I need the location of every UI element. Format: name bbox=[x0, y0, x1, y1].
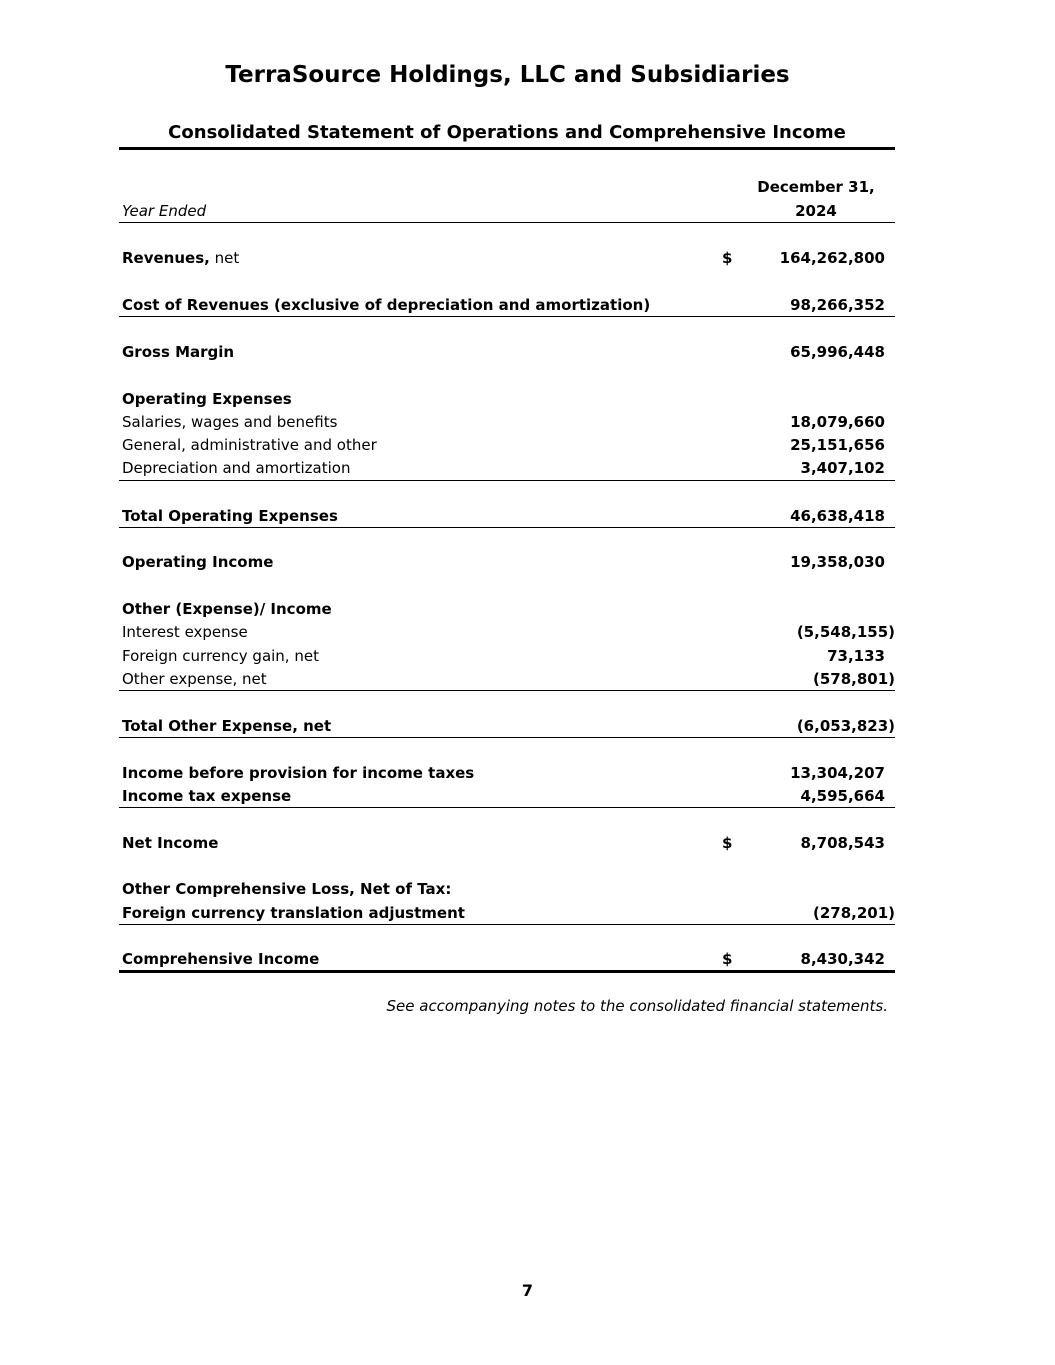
operating-expenses-header-row bbox=[122, 389, 895, 409]
fx-translation-row bbox=[122, 903, 895, 923]
total-other-expense-amount: (6,053,823) bbox=[796, 717, 895, 735]
comprehensive-income-amount: 8,430,342 bbox=[800, 950, 885, 968]
salaries-row bbox=[122, 412, 895, 432]
salaries-label: Salaries, wages and benefits bbox=[122, 413, 338, 431]
income-before-tax-label: Income before provision for income taxes bbox=[122, 764, 475, 782]
depreciation-row bbox=[122, 458, 895, 478]
net-income-row bbox=[122, 833, 895, 853]
oci-header: Other Comprehensive Loss, Net of Tax: bbox=[122, 880, 452, 898]
interest-expense-amount: (5,548,155) bbox=[796, 623, 895, 641]
general-admin-label: General, administrative and other bbox=[122, 436, 377, 454]
fx-gain-row bbox=[122, 646, 895, 666]
income-tax-expense-label: Income tax expense bbox=[122, 787, 292, 805]
fx-translation-amount: (278,201) bbox=[812, 904, 895, 922]
total-operating-expenses-row bbox=[122, 506, 895, 526]
statement-title: Consolidated Statement of Operations and Comprehensive Income bbox=[168, 122, 846, 143]
other-header-row bbox=[122, 599, 895, 619]
total-operating-expenses-amount: 46,638,418 bbox=[790, 507, 885, 525]
fx-translation-label: Foreign currency translation adjustment bbox=[122, 904, 465, 922]
operating-income-row bbox=[122, 552, 895, 572]
income-before-tax-amount: 13,304,207 bbox=[790, 764, 885, 782]
depreciation-label: Depreciation and amortization bbox=[122, 459, 351, 477]
fx-gain-amount: 73,133 bbox=[827, 647, 885, 665]
row-rule bbox=[119, 480, 895, 481]
income-tax-expense-amount: 4,595,664 bbox=[800, 787, 885, 805]
operating-income-label: Operating Income bbox=[122, 553, 274, 571]
other-expense-label: Other expense, net bbox=[122, 670, 267, 688]
interest-expense-row bbox=[122, 622, 895, 642]
general-admin-row bbox=[122, 435, 895, 455]
row-rule bbox=[119, 316, 895, 317]
row-rule bbox=[119, 807, 895, 808]
operating-income-amount: 19,358,030 bbox=[790, 553, 885, 571]
net-income-label: Net Income bbox=[122, 834, 219, 852]
double-rule bbox=[119, 970, 895, 973]
comprehensive-income-row bbox=[122, 949, 895, 969]
other-expense-income-header: Other (Expense)/ Income bbox=[122, 600, 332, 618]
total-operating-expenses-label: Total Operating Expenses bbox=[122, 507, 338, 525]
row-rule bbox=[119, 924, 895, 925]
depreciation-amount: 3,407,102 bbox=[800, 459, 885, 477]
footnote: See accompanying notes to the consolidated financial statements. bbox=[386, 997, 888, 1015]
dollar-sign: $ bbox=[722, 834, 733, 852]
total-other-expense-row bbox=[122, 716, 895, 736]
operating-expenses-header: Operating Expenses bbox=[122, 390, 292, 408]
row-rule bbox=[119, 737, 895, 738]
comprehensive-income-label: Comprehensive Income bbox=[122, 950, 320, 968]
revenues-label: Revenues, net bbox=[122, 249, 240, 267]
revenues-row bbox=[122, 248, 895, 268]
column-header-year: 2024 bbox=[795, 202, 837, 220]
title-rule bbox=[119, 147, 895, 150]
column-header-date: December 31, bbox=[757, 178, 875, 196]
income-before-tax-row bbox=[122, 763, 895, 783]
dollar-sign: $ bbox=[722, 249, 733, 267]
dollar-sign: $ bbox=[722, 950, 733, 968]
cost-of-revenues-label: Cost of Revenues (exclusive of depreciation and amortization) bbox=[122, 296, 651, 314]
cost-of-revenues-row bbox=[122, 295, 895, 315]
net-income-amount: 8,708,543 bbox=[800, 834, 885, 852]
page-number: 7 bbox=[521, 1281, 534, 1300]
header-rule bbox=[119, 222, 895, 223]
total-other-expense-label: Total Other Expense, net bbox=[122, 717, 332, 735]
gross-margin-row bbox=[122, 342, 895, 362]
row-rule bbox=[119, 690, 895, 691]
cost-of-revenues-amount: 98,266,352 bbox=[790, 296, 885, 314]
interest-expense-label: Interest expense bbox=[122, 623, 248, 641]
other-expense-row bbox=[122, 669, 895, 689]
general-admin-amount: 25,151,656 bbox=[790, 436, 885, 454]
salaries-amount: 18,079,660 bbox=[790, 413, 885, 431]
year-ended-label: Year Ended bbox=[122, 202, 207, 220]
other-expense-amount: (578,801) bbox=[812, 670, 895, 688]
gross-margin-label: Gross Margin bbox=[122, 343, 235, 361]
gross-margin-amount: 65,996,448 bbox=[790, 343, 885, 361]
revenues-amount: 164,262,800 bbox=[779, 249, 885, 267]
company-title: TerraSource Holdings, LLC and Subsidiaries bbox=[225, 62, 790, 88]
income-tax-expense-row bbox=[122, 786, 895, 806]
row-rule bbox=[119, 527, 895, 528]
oci-header-row bbox=[122, 879, 895, 899]
fx-gain-label: Foreign currency gain, net bbox=[122, 647, 319, 665]
